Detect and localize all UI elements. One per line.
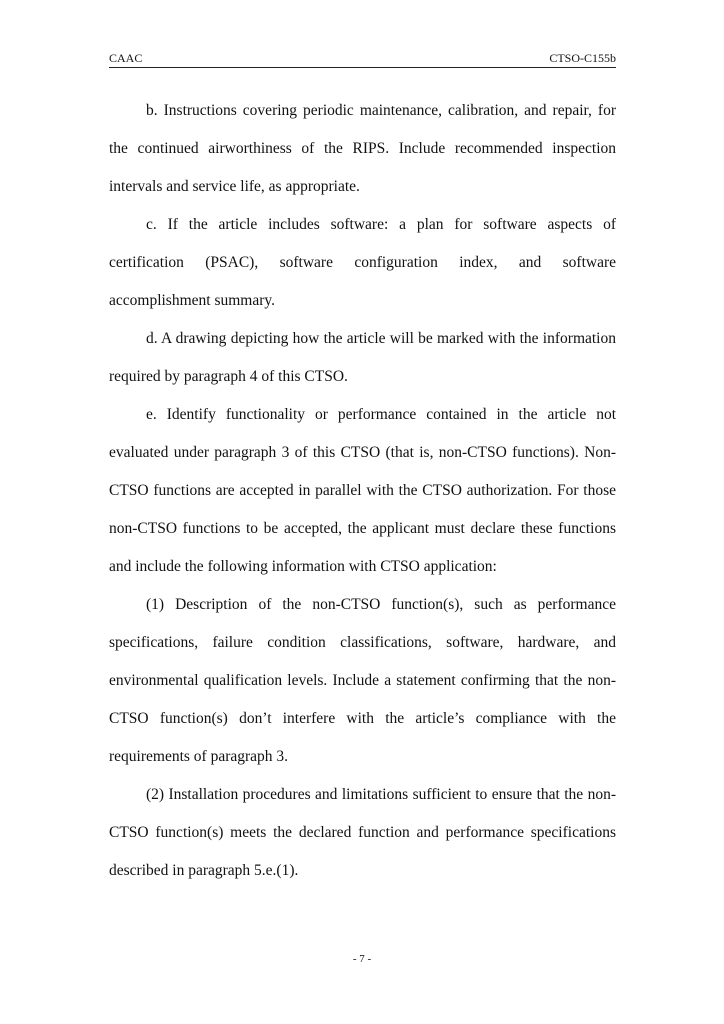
header-document-id: CTSO-C155b — [549, 51, 616, 65]
page-number: - 7 - — [352, 953, 372, 965]
page-header — [109, 52, 616, 68]
paragraph-b: b. Instructions covering periodic maintenance, calibration, and repair, for the continued airworthiness of the RIPS. Include recommended inspection intervals and service life, as appropriate. — [109, 102, 616, 195]
paragraph-e-1: (1) Description of the non-CTSO function(s), such as performance specifications, failure condition classifications, software, hardware, and environmental qualification levels. Include a statement confirming that the non-CTSO function(s) don’t interfere with the article’s compliance with the requirements of paragraph 3. — [109, 596, 616, 765]
paragraph-e-2: (2) Installation procedures and limitations sufficient to ensure that the non-CTSO function(s) meets the declared function and performance specifications described in paragraph 5.e.(1). — [109, 786, 616, 879]
header-agency: CAAC — [109, 51, 143, 65]
document-body — [109, 92, 616, 890]
paragraph-d: d. A drawing depicting how the article will be marked with the information required by paragraph 4 of this CTSO. — [109, 330, 616, 385]
paragraph-e: e. Identify functionality or performance contained in the article not evaluated under paragraph 3 of this CTSO (that is, non-CTSO functions). Non-CTSO functions are accepted in parallel with the CTSO authorization. For those non-CTSO functions to be accepted, the applicant must declare these functions and include the following information with CTSO application: — [109, 406, 616, 575]
paragraph-c: c. If the article includes software: a plan for software aspects of certification (PSAC), software configuration index, and software accomplishment summary. — [109, 216, 616, 309]
